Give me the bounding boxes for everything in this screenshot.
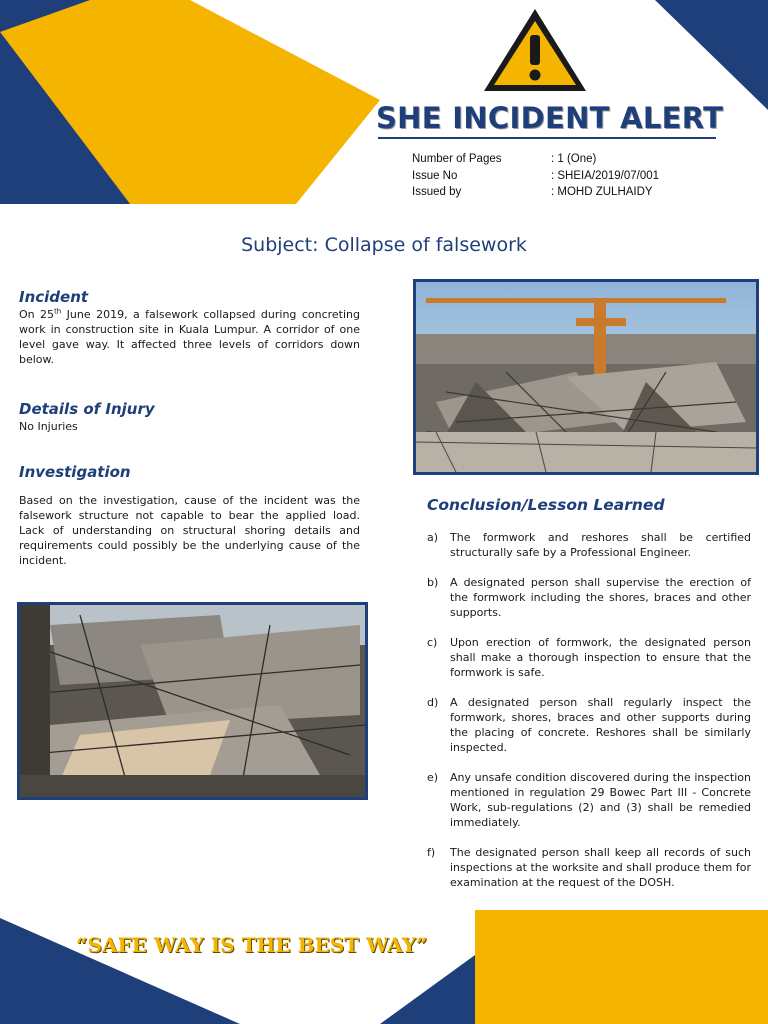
incident-text-part: June 2019, a falsework collapsed during concreting work in construction site in Kuala Lumpur. A corridor of one level gave way. It affected three levels of corridors down below.	[19, 308, 360, 366]
injury-heading: Details of Injury	[19, 400, 155, 418]
lesson-marker: e)	[427, 771, 439, 784]
investigation-text: Based on the investigation, cause of the incident was the falsework structure not capable to bear the applied load. Lack of understanding on structural shoring details and requirements could possibly be the underlying cause of the incident.	[19, 494, 360, 567]
collapse-photo-bottom	[17, 602, 368, 800]
meta-label: Number of Pages	[412, 153, 502, 165]
conclusion-heading: Conclusion/Lesson Learned	[427, 496, 665, 514]
lesson-item	[427, 575, 751, 620]
meta-row	[412, 184, 659, 201]
lesson-text: Any unsafe condition discovered during the inspection mentioned in regulation 29 Bowec Part III - Concrete Work, sub-regulations (2) and (3) shall be remedied immediately.	[450, 771, 751, 829]
meta-row	[412, 168, 659, 185]
warning-triangle-icon	[480, 5, 590, 95]
meta-label: Issue No	[412, 169, 458, 182]
meta-label: Issued by	[412, 186, 462, 198]
safety-slogan: “SAFE WAY IS THE BEST WAY”	[76, 933, 428, 957]
investigation-heading: Investigation	[19, 463, 131, 481]
page-title: SHE INCIDENT ALERT	[376, 101, 724, 135]
lesson-item	[427, 770, 751, 830]
meta-value: : SHEIA/2019/07/001	[551, 169, 660, 182]
lesson-item	[427, 530, 751, 560]
lesson-text: Upon erection of formwork, the designated person shall make a thorough inspection to ensure that the formwork is safe.	[450, 636, 751, 679]
lesson-marker: f)	[427, 846, 436, 859]
incident-text-part: On 25	[19, 308, 55, 321]
lesson-text: A designated person shall supervise the erection of the formwork including the shores, braces and other supports.	[450, 576, 751, 619]
lesson-marker: d)	[427, 696, 439, 709]
meta-value: : MOHD ZULHAIDY	[551, 186, 653, 198]
lesson-marker: c)	[427, 636, 438, 649]
incident-text	[19, 307, 360, 367]
incident-text-sup: th	[54, 307, 62, 316]
document-meta	[412, 151, 659, 201]
footer-yellow-block	[475, 910, 768, 1024]
meta-row	[412, 151, 659, 168]
incident-heading: Incident	[19, 288, 89, 306]
meta-value: : 1 (One)	[551, 153, 597, 165]
lesson-text: The designated person shall keep all records of such inspections at the worksite and shall produce them for examination at the request of the DOSH.	[450, 846, 751, 889]
lesson-item	[427, 695, 751, 755]
injury-text: No Injuries	[19, 420, 78, 433]
lesson-text: The formwork and reshores shall be certified structurally safe by a Professional Engineer.	[450, 531, 751, 559]
subject-heading: Subject: Collapse of falsework	[241, 234, 527, 256]
lesson-marker: b)	[427, 576, 439, 589]
collapse-photo-top	[413, 279, 759, 475]
lesson-item	[427, 845, 751, 890]
lesson-text: A designated person shall regularly inspect the formwork, shores, braces and other supports during the placing of concrete. Reshores shall be similarly inspected.	[450, 696, 751, 754]
lesson-marker: a)	[427, 531, 439, 544]
title-underline	[378, 137, 716, 139]
conclusion-list	[427, 530, 751, 890]
lesson-item	[427, 635, 751, 680]
